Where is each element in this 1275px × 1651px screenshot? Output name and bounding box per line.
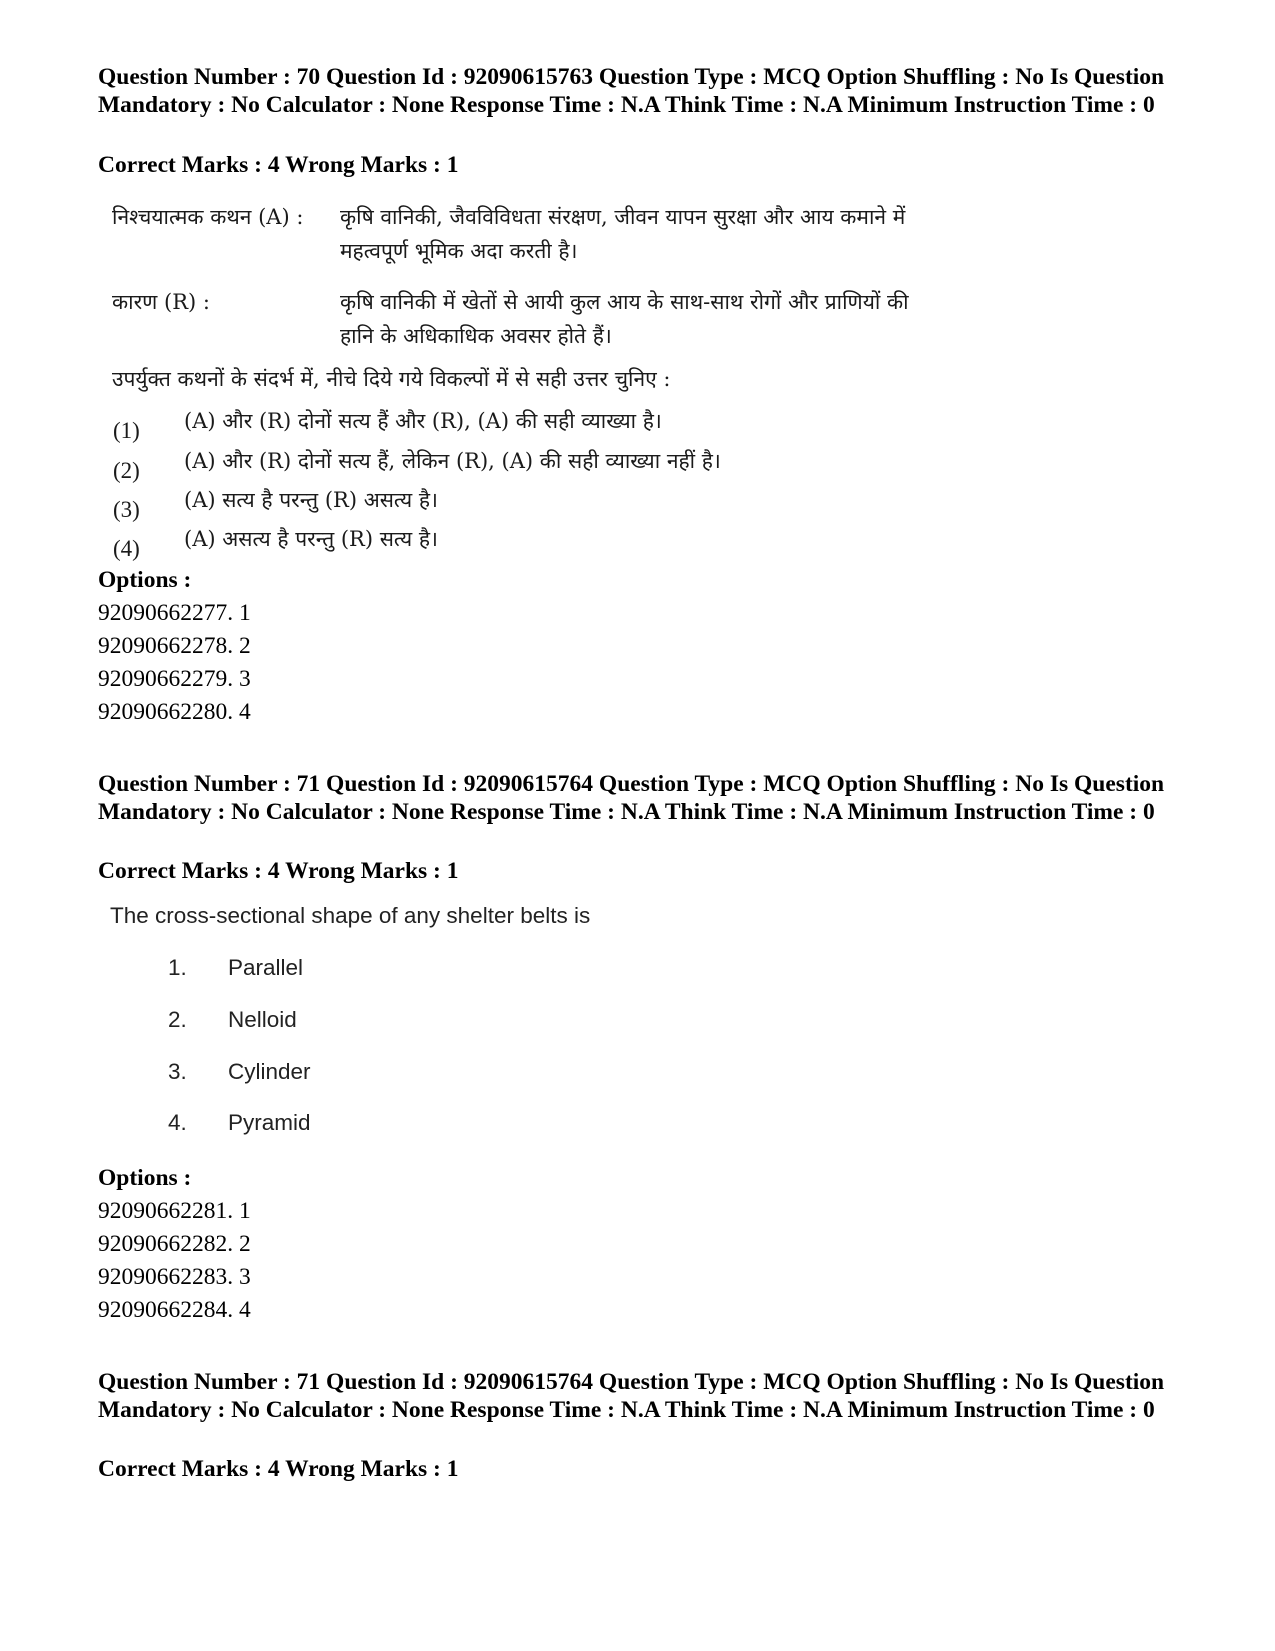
question-70-instruction: उपर्युक्त कथनों के संदर्भ में, नीचे दिये गये विकल्पों में से सही उत्तर चुनिए : (112, 367, 671, 391)
choice-2-number: (2) (113, 458, 140, 483)
choice-2-number: 2. (168, 1007, 187, 1032)
question-71-option-1: 92090662281. 1 (98, 1198, 251, 1224)
question-70-option-2: 92090662278. 2 (98, 633, 251, 659)
choice-1-text: Parallel (228, 955, 304, 980)
question-70-options-title: Options : (98, 567, 192, 593)
question-71b-header: Question Number : 71 Question Id : 92090615764 Question Type : MCQ Option Shuffling : No Is Question Mandatory : No Calculator : None Response Time : N.A Think Time : N.A Minimum Instruction Time : 0 (98, 1369, 1165, 1423)
question-70-option-4: 92090662280. 4 (98, 699, 251, 725)
question-70-header: Question Number : 70 Question Id : 92090615763 Question Type : MCQ Option Shuffling : No Is Question Mandatory : No Calculator : None Response Time : N.A Think Time : N.A Minimum Instruction Time : 0 (98, 64, 1165, 118)
reason-line-1: कृषि वानिकी में खेतों से आयी कुल आय के साथ-साथ रोगों और प्राणियों की (340, 290, 909, 314)
question-71-marks: Correct Marks : 4 Wrong Marks : 1 (98, 858, 459, 884)
choice-2-text: (A) और (R) दोनों सत्य हैं, लेकिन (R), (A) की सही व्याख्या नहीं है। (184, 449, 721, 473)
choice-4-number: 4. (168, 1110, 187, 1135)
choice-3-number: (3) (113, 497, 140, 522)
reason-line-2: हानि के अधिकाधिक अवसर होते हैं। (340, 324, 612, 348)
choice-3-text: (A) सत्य है परन्तु (R) असत्य है। (184, 488, 438, 512)
question-71-header: Question Number : 71 Question Id : 92090615764 Question Type : MCQ Option Shuffling : No Is Question Mandatory : No Calculator : None Response Time : N.A Think Time : N.A Minimum Instruction Time : 0 (98, 771, 1165, 825)
choice-4-text: Pyramid (228, 1110, 311, 1135)
question-70-option-1: 92090662277. 1 (98, 600, 251, 626)
choice-4-number: (4) (113, 536, 140, 561)
question-71-option-3: 92090662283. 3 (98, 1264, 251, 1290)
choice-1-number: 1. (168, 955, 187, 980)
choice-2-text: Nelloid (228, 1007, 297, 1032)
choice-1-text: (A) और (R) दोनों सत्य हैं और (R), (A) की सही व्याख्या है। (184, 409, 662, 433)
choice-4-text: (A) असत्य है परन्तु (R) सत्य है। (184, 527, 438, 551)
choice-1-number: (1) (113, 418, 140, 443)
question-71-options-title: Options : (98, 1165, 192, 1191)
assertion-label: निश्चयात्मक कथन (A) : (112, 205, 304, 229)
assertion-line-2: महत्वपूर्ण भूमिक अदा करती है। (340, 239, 578, 263)
choice-3-number: 3. (168, 1059, 187, 1084)
reason-label: कारण (R) : (112, 290, 210, 314)
choice-3-text: Cylinder (228, 1059, 311, 1084)
assertion-line-1: कृषि वानिकी, जैवविविधता संरक्षण, जीवन यापन सुरक्षा और आय कमाने में (340, 205, 906, 229)
question-71-option-4: 92090662284. 4 (98, 1297, 251, 1323)
question-71-text: The cross-sectional shape of any shelter belts is (110, 903, 591, 928)
question-71b-marks: Correct Marks : 4 Wrong Marks : 1 (98, 1456, 459, 1482)
question-70-marks: Correct Marks : 4 Wrong Marks : 1 (98, 152, 459, 178)
question-70-option-3: 92090662279. 3 (98, 666, 251, 692)
question-71-option-2: 92090662282. 2 (98, 1231, 251, 1257)
